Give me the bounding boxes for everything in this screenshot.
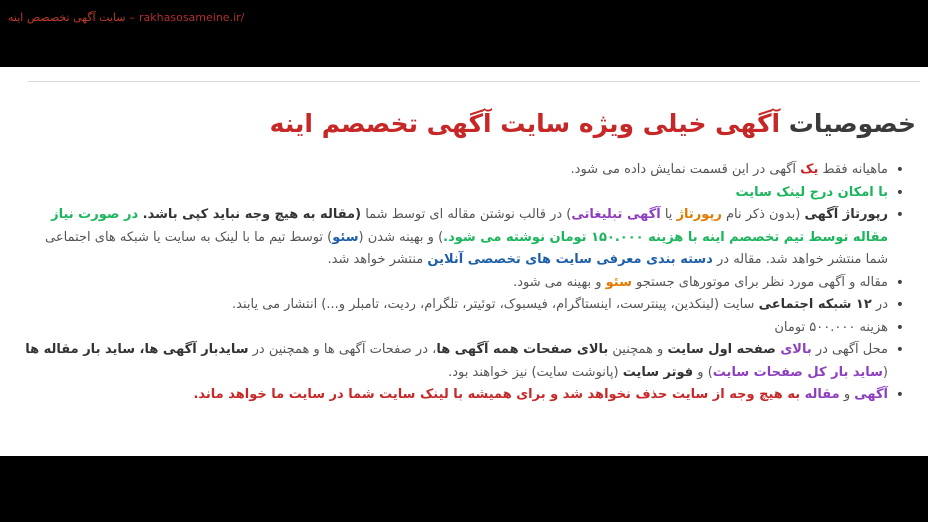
list-item	[22, 159, 906, 182]
item-text-segment: یک	[800, 162, 819, 177]
item-text-segment: (بدون ذکر نام	[721, 207, 805, 222]
item-text-segment: مقاله و آگهی مورد نظر برای موتورهای جستجو	[631, 274, 888, 290]
item-text-segment: سایدبار آگهی ها، ساید بار مقاله ها	[25, 342, 249, 357]
item-text-segment: فوتر سایت	[622, 364, 694, 380]
item-text-segment: ماهیانه فقط	[818, 162, 888, 177]
bottom-letterbox	[0, 456, 928, 522]
item-text-segment: ) و بهینه شدن (	[358, 229, 444, 245]
item-text-segment: در صورت نیاز مقاله توسط تیم تخصصم اینه با هزینه ۱۵۰.۰۰۰ تومان نوشته می شود.	[51, 207, 888, 245]
item-text-segment: یا	[660, 207, 677, 222]
item-text-segment: (مقاله به هیچ وجه نباید کپی باشد.	[142, 207, 362, 222]
list-item	[22, 294, 906, 317]
item-text-segment: مقاله	[804, 387, 840, 402]
video-caption	[8, 11, 244, 24]
divider	[28, 81, 920, 82]
item-text-segment: سئو	[605, 274, 632, 290]
title-prefix: خصوصیات	[780, 109, 916, 138]
features-list	[22, 159, 906, 407]
caption-site-title: سایت آگهی تخصصص اینه	[8, 11, 126, 24]
item-text-segment: رپورتاژ آگهی	[804, 207, 888, 222]
item-text-segment: ) در قالب نوشتن مقاله ای توسط شما	[361, 207, 572, 222]
list-item	[22, 339, 906, 384]
item-text-segment: با امکان درج لینک سایت	[735, 184, 888, 200]
item-text-segment: به هیچ وجه از سایت حذف نخواهد شد و برای همیشه با لینک سایت شما در سایت ما خواهد ماند.	[193, 387, 805, 402]
item-text-segment: محل آگهی در	[811, 342, 888, 357]
list-item	[22, 182, 906, 205]
bullet-icon: •	[895, 319, 904, 336]
bullet-icon: •	[895, 274, 904, 291]
item-text-segment: بالای	[780, 342, 812, 357]
item-text-segment: آگهی در این قسمت نمایش داده می شود.	[570, 162, 801, 177]
caption-url[interactable]: rakhasosameine.ir/	[139, 11, 245, 24]
item-text-segment: سایت (لینکدین، پینترست، اینستاگرام، فیسبوک، توئیتر، تلگرام، ردیت، تامبلر و...) انتشار می یابند.	[232, 297, 759, 312]
bullet-icon: •	[895, 207, 904, 223]
bullet-icon: •	[895, 297, 904, 313]
page-title	[270, 109, 916, 138]
item-text-segment: ۱۲ شبکه اجتماعی	[758, 297, 872, 312]
item-text-segment: و	[839, 387, 855, 402]
item-text-segment: ساید بار کل صفحات سایت	[712, 364, 883, 380]
bullet-icon: •	[895, 162, 904, 178]
item-text-segment: آگهی تبلیغاتی	[571, 207, 661, 222]
item-text-segment: سئو	[332, 229, 359, 245]
item-text-segment: (	[882, 364, 888, 380]
top-letterbox	[0, 0, 928, 67]
caption-separator: –	[129, 11, 136, 24]
list-item	[22, 384, 906, 407]
item-text-segment: دسته بندی معرفی سایت های تخصصی آنلاین	[427, 252, 713, 267]
list-item	[22, 204, 906, 272]
list-item	[22, 272, 906, 295]
item-text-segment: ) توسط تیم ما با لینک به سایت یا شبکه های اجتماعی شما منتشر خواهد شد. مقاله در	[45, 229, 888, 267]
content-panel	[0, 67, 928, 456]
item-text-segment: منتشر خواهد شد.	[327, 252, 428, 267]
item-text-segment: (پانوشت سایت) نیز خواهند بود.	[448, 364, 623, 380]
item-text-segment: ) و	[693, 364, 713, 380]
list-item	[22, 317, 906, 340]
bullet-icon: •	[895, 342, 904, 358]
item-text-segment: بالای صفحات همه آگهی ها	[436, 342, 609, 357]
item-text-segment: در	[871, 297, 888, 312]
item-text-segment: صفحه اول سایت	[667, 342, 781, 357]
bullet-icon: •	[895, 387, 904, 403]
item-text-segment: و همچنین	[608, 342, 668, 357]
item-text-segment: هزینه ۵۰۰.۰۰۰ تومان	[774, 319, 888, 335]
item-text-segment: و بهینه می شود.	[513, 274, 606, 290]
item-text-segment: ، در صفحات آگهی ها و همچنین در	[248, 342, 437, 357]
bullet-icon: •	[895, 184, 904, 201]
item-text-segment: رپورتاژ	[676, 207, 722, 222]
item-text-segment: آگهی	[854, 387, 888, 402]
title-highlight: آگهی خیلی ویژه سایت آگهی تخصصم اینه	[269, 109, 781, 138]
